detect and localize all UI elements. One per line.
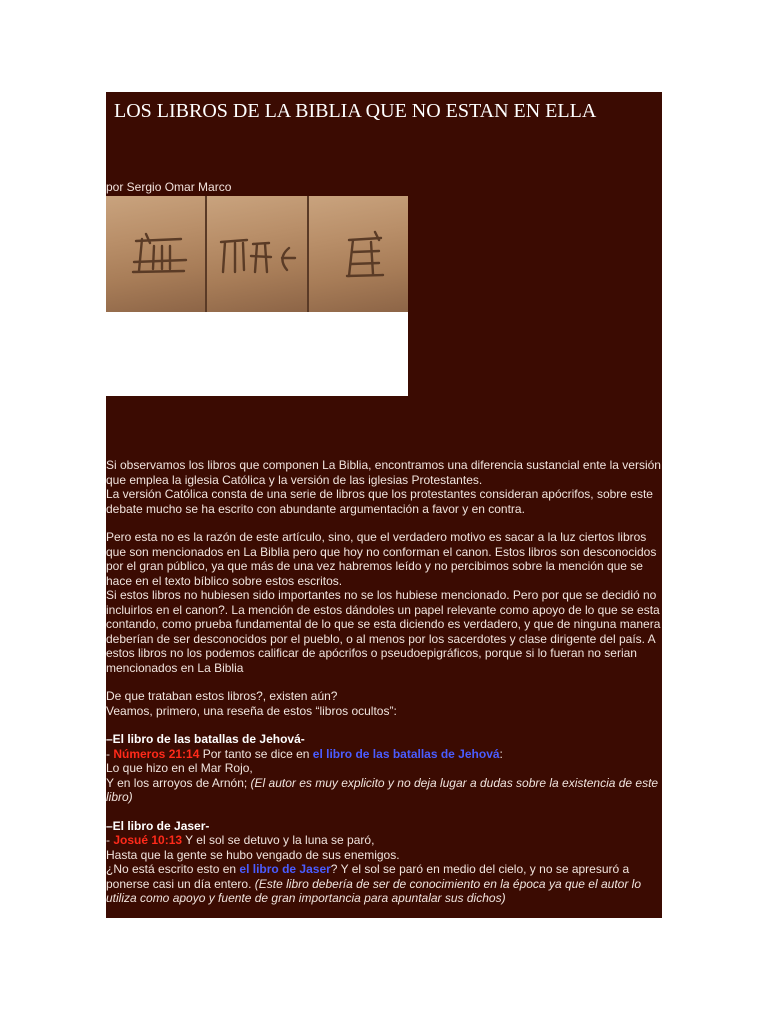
- paragraph: Si observamos los libros que componen La Biblia, encontramos una diferencia sustancial ente la versión que emplea la iglesia Católica y la versión de las iglesias Protestantes.: [106, 458, 661, 487]
- page-title: LOS LIBROS DE LA BIBLIA QUE NO ESTAN EN ELLA: [114, 100, 597, 122]
- paragraph: Pero esta no es la razón de este artículo, sino, que el verdadero motivo es sacar a la luz ciertos libros que son mencionados en La Biblia pero que hoy no conforman el canon. Estos libros son desconocidos por el gran público, ya que más de una vez habremos leído y no percibimos sobre la mención que se hace en el texto bíblico sobre estos escritos.: [106, 530, 657, 588]
- verse-text: Por tanto se dice en: [199, 746, 313, 761]
- book-link[interactable]: el libro de Jaser: [239, 862, 331, 876]
- verse-text: ¿No está escrito esto en: [106, 862, 240, 876]
- section-heading: –El libro de Jaser-: [106, 818, 210, 833]
- paragraph: Veamos, primero, una reseña de estos “libros ocultos”:: [106, 703, 397, 718]
- article-body: [106, 458, 662, 906]
- paragraph: Si estos libros no hubiesen sido importantes no se los hubiese mencionado. Pero por que se decidió no incluirlos en el canon?. La mención de estos dándoles un papel relevante como apoyo de lo que se esta contando, como prueba fundamental de lo que se esta diciendo es verdadero, y que de ninguna manera deberían de ser desconocidos por el pueblo, o al menos por los sacerdotes y clase dirigente del país. A estos libros no los podemos calificar de apócrifos o pseudoepigráficos, porque si lo fueran no serian mencionados en La Biblia: [106, 588, 661, 675]
- verse-text: ? Y el sol se paró en medio del cielo, y no se apresuró a ponerse casi un día entero.: [106, 862, 630, 891]
- book-link[interactable]: el libro de las batallas de Jehová: [312, 746, 500, 761]
- verse-text: Y en los arroyos de Arnón;: [106, 775, 251, 790]
- cuneiform-tablets-image: [106, 196, 408, 313]
- author-note: (El autor es muy explicito y no deja lugar a dudas sobre la existencia de este libro): [106, 775, 659, 804]
- paragraph: De que trataban estos libros?, existen aún?: [106, 689, 338, 703]
- verse-line: [106, 776, 662, 805]
- section-heading: –El libro de las batallas de Jehová-: [106, 732, 305, 746]
- tablet-middle: [207, 196, 308, 313]
- document-page: [106, 92, 662, 918]
- verse-line: Hasta que la gente se hubo vengado de sus enemigos.: [106, 847, 400, 862]
- section-verse: [106, 833, 662, 848]
- tablet-left: [106, 196, 207, 313]
- dash: -: [106, 746, 114, 761]
- cuneiform-glyph-icon: [106, 196, 205, 313]
- verse-reference: Josué 10:13: [113, 833, 183, 847]
- cuneiform-glyph-icon: [309, 196, 408, 313]
- tablet-right: [309, 196, 408, 313]
- paragraph: La versión Católica consta de una serie de libros que los protestantes consideran apócrifos, sobre este debate mucho se ha escrito con abundante argumentación a favor y en contra.: [106, 487, 653, 516]
- author-note: (Este libro debería de ser de conocimiento en la época ya que el autor lo utiliza como apoyo y fuente de gran importancia para apuntalar sus dichos): [106, 876, 642, 905]
- colon: :: [499, 746, 503, 761]
- dash: -: [106, 833, 114, 847]
- cuneiform-glyph-icon: [207, 196, 306, 313]
- verse-text: Y el sol se detuvo y la luna se paró,: [182, 833, 375, 847]
- verse-reference: Números 21:14: [113, 746, 200, 761]
- image-blank-area: [106, 312, 408, 396]
- verse-line: Lo que hizo en el Mar Rojo,: [106, 761, 253, 775]
- section-verse: [106, 747, 662, 762]
- verse-line: [106, 862, 662, 906]
- author-byline: por Sergio Omar Marco: [106, 180, 232, 194]
